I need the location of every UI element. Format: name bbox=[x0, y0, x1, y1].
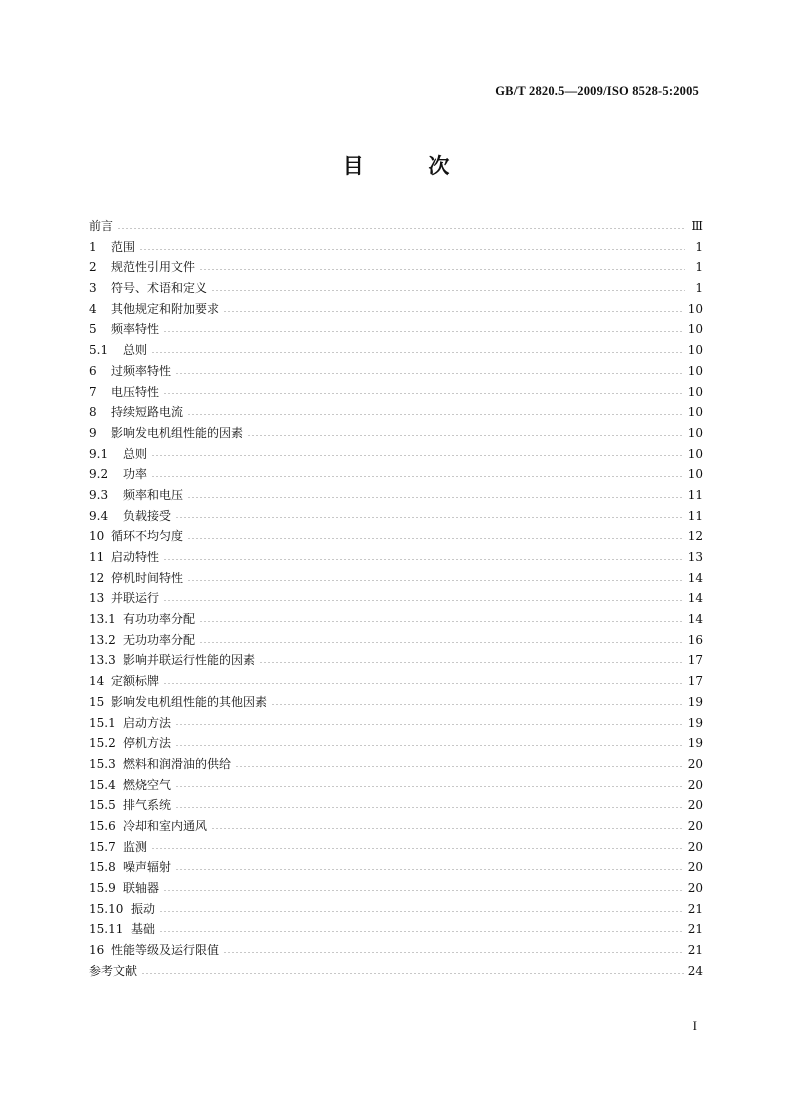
toc-entry-page: 10 bbox=[687, 322, 703, 337]
toc-entry-label: 性能等级及运行限值 bbox=[111, 943, 220, 958]
toc-entry-number: 15 bbox=[89, 694, 105, 709]
toc-entry-label: 频率特性 bbox=[111, 322, 160, 337]
toc-entry[interactable] bbox=[89, 382, 703, 403]
toc-entry-label: 燃烧空气 bbox=[123, 777, 172, 792]
toc-entry[interactable] bbox=[89, 299, 703, 320]
toc-entry-page: 1 bbox=[695, 239, 703, 254]
toc-entry[interactable] bbox=[89, 713, 703, 734]
dot-leader bbox=[187, 580, 684, 581]
toc-entry[interactable] bbox=[89, 795, 703, 816]
toc-entry-page: Ⅲ bbox=[691, 219, 703, 233]
toc-entry[interactable] bbox=[89, 506, 703, 527]
dot-leader bbox=[259, 662, 684, 663]
toc-entry-page: 10 bbox=[687, 446, 703, 461]
toc-entry-number: 2 bbox=[89, 260, 97, 275]
toc-entry-page: 10 bbox=[687, 467, 703, 482]
toc-entry-page: 14 bbox=[687, 591, 703, 606]
dot-leader bbox=[223, 311, 684, 312]
dot-leader bbox=[163, 331, 684, 332]
toc-entry-number: 13.3 bbox=[89, 653, 116, 668]
dot-leader bbox=[151, 476, 684, 477]
toc-entry-page: 10 bbox=[687, 425, 703, 440]
toc-entry-number: 15.7 bbox=[89, 839, 116, 854]
toc-entry-number: 3 bbox=[89, 281, 97, 296]
dot-leader bbox=[187, 497, 684, 498]
toc-entry-page: 14 bbox=[687, 612, 703, 627]
toc-entry-number: 15.1 bbox=[89, 715, 116, 730]
toc-entry-page: 1 bbox=[695, 281, 703, 296]
toc-entry[interactable] bbox=[89, 547, 703, 568]
toc-entry-number: 16 bbox=[89, 943, 105, 958]
toc-entry-page: 17 bbox=[687, 653, 703, 668]
toc-entry-label: 总则 bbox=[123, 446, 148, 461]
toc-entry[interactable] bbox=[89, 278, 703, 299]
dot-leader bbox=[271, 704, 684, 705]
toc-entry-label: 循环不均匀度 bbox=[111, 529, 184, 544]
toc-entry-page: 10 bbox=[687, 384, 703, 399]
toc-entry[interactable] bbox=[89, 671, 703, 692]
toc-entry-number: 14 bbox=[89, 674, 105, 689]
toc-entry-label: 影响发电机组性能的其他因素 bbox=[111, 694, 268, 709]
toc-entry[interactable] bbox=[89, 444, 703, 465]
toc-entry-page: 21 bbox=[687, 901, 703, 916]
toc-entry-label: 冷却和室内通风 bbox=[123, 818, 208, 833]
dot-leader bbox=[159, 911, 684, 912]
toc-entry-page: 19 bbox=[687, 694, 703, 709]
toc-entry-number: 15.4 bbox=[89, 777, 116, 792]
toc-entry[interactable] bbox=[89, 775, 703, 796]
toc-entry-label: 无功功率分配 bbox=[123, 632, 196, 647]
toc-entry-label: 停机方法 bbox=[123, 736, 172, 751]
toc-entry-page: 19 bbox=[687, 715, 703, 730]
toc-entry-number: 15.2 bbox=[89, 736, 116, 751]
toc-entry-page: 21 bbox=[687, 943, 703, 958]
toc-entry[interactable] bbox=[89, 402, 703, 423]
toc-entry[interactable] bbox=[89, 237, 703, 258]
toc-entry-number: 13.1 bbox=[89, 612, 116, 627]
toc-entry[interactable] bbox=[89, 650, 703, 671]
toc-entry-number: 13.2 bbox=[89, 632, 116, 647]
toc-entry-number: 8 bbox=[89, 405, 97, 420]
toc-entry-label: 参考文献 bbox=[89, 963, 138, 978]
toc-entry-page: 20 bbox=[687, 881, 703, 895]
toc-entry-label: 前言 bbox=[89, 219, 114, 233]
toc-entry-number: 9.4 bbox=[89, 508, 109, 523]
toc-entry-label: 停机时间特性 bbox=[111, 570, 184, 585]
toc-entry-label: 有功功率分配 bbox=[123, 612, 196, 627]
dot-leader bbox=[211, 828, 684, 829]
dot-leader bbox=[163, 600, 684, 601]
dot-leader bbox=[151, 848, 684, 849]
toc-entry-label: 振动 bbox=[131, 901, 156, 916]
toc-entry[interactable] bbox=[89, 361, 703, 382]
dot-leader bbox=[141, 973, 684, 974]
dot-leader bbox=[211, 290, 685, 291]
dot-leader bbox=[175, 786, 684, 787]
toc-entry-label: 监测 bbox=[123, 839, 148, 854]
toc-entry-label: 基础 bbox=[131, 922, 156, 937]
dot-leader bbox=[151, 352, 684, 353]
toc-entry-label: 总则 bbox=[123, 343, 148, 358]
toc-entry-page: 10 bbox=[687, 301, 703, 316]
toc-entry-label: 燃料和润滑油的供给 bbox=[123, 756, 232, 771]
title-char-1: 目 bbox=[342, 154, 364, 178]
toc-entry[interactable] bbox=[89, 816, 703, 837]
dot-leader bbox=[175, 745, 684, 746]
toc-entry[interactable] bbox=[89, 919, 703, 940]
dot-leader bbox=[163, 683, 684, 684]
dot-leader bbox=[247, 435, 684, 436]
toc-entry-label: 影响并联运行性能的因素 bbox=[123, 653, 256, 668]
toc-entry-page: 20 bbox=[687, 860, 703, 875]
toc-entry[interactable] bbox=[89, 216, 703, 237]
toc-entry-page: 24 bbox=[687, 963, 703, 978]
toc-entry-number: 15.6 bbox=[89, 818, 116, 833]
page-title bbox=[0, 150, 792, 180]
table-of-contents bbox=[89, 216, 703, 981]
dot-leader bbox=[139, 249, 685, 250]
toc-entry-number: 12 bbox=[89, 570, 105, 585]
toc-entry[interactable] bbox=[89, 754, 703, 775]
toc-entry-page: 20 bbox=[687, 756, 703, 771]
toc-entry[interactable] bbox=[89, 588, 703, 609]
toc-entry-number: 15.11 bbox=[89, 922, 124, 937]
toc-entry-page: 11 bbox=[687, 487, 703, 502]
toc-entry[interactable] bbox=[89, 857, 703, 878]
toc-entry-label: 电压特性 bbox=[111, 384, 160, 399]
toc-entry-label: 定额标牌 bbox=[111, 674, 160, 689]
dot-leader bbox=[159, 931, 684, 932]
toc-entry-page: 20 bbox=[687, 798, 703, 813]
toc-entry-label: 并联运行 bbox=[111, 591, 160, 606]
dot-leader bbox=[175, 807, 684, 808]
toc-entry-number: 9.1 bbox=[89, 446, 109, 461]
toc-entry-page: 20 bbox=[687, 818, 703, 833]
toc-entry[interactable] bbox=[89, 837, 703, 858]
toc-entry-label: 排气系统 bbox=[123, 798, 172, 813]
toc-entry-number: 15.5 bbox=[89, 798, 116, 813]
toc-entry[interactable] bbox=[89, 899, 703, 920]
toc-entry-page: 14 bbox=[687, 570, 703, 585]
dot-leader bbox=[175, 373, 684, 374]
dot-leader bbox=[163, 393, 684, 394]
toc-entry-label: 启动方法 bbox=[123, 715, 172, 730]
toc-entry-number: 5.1 bbox=[89, 343, 109, 358]
toc-entry-page: 11 bbox=[687, 508, 703, 523]
toc-entry[interactable] bbox=[89, 485, 703, 506]
toc-entry-number: 4 bbox=[89, 301, 97, 316]
page-number: I bbox=[692, 1018, 697, 1033]
toc-entry-number: 11 bbox=[89, 550, 105, 564]
toc-entry[interactable] bbox=[89, 609, 703, 630]
toc-entry-number: 15.3 bbox=[89, 756, 116, 771]
toc-entry-page: 20 bbox=[687, 839, 703, 854]
toc-entry[interactable] bbox=[89, 961, 703, 982]
toc-entry[interactable] bbox=[89, 257, 703, 278]
dot-leader bbox=[199, 621, 684, 622]
toc-entry-number: 6 bbox=[89, 363, 97, 378]
toc-entry-label: 启动特性 bbox=[111, 550, 160, 564]
toc-entry-page: 19 bbox=[687, 736, 703, 751]
toc-entry-page: 17 bbox=[687, 674, 703, 689]
dot-leader bbox=[151, 455, 684, 456]
dot-leader bbox=[175, 869, 684, 870]
toc-entry-number: 15.8 bbox=[89, 860, 116, 875]
dot-leader bbox=[187, 538, 684, 539]
toc-entry[interactable] bbox=[89, 630, 703, 651]
toc-entry-number: 7 bbox=[89, 384, 97, 399]
toc-entry-page: 21 bbox=[687, 922, 703, 937]
toc-entry[interactable] bbox=[89, 319, 703, 340]
toc-entry-label: 规范性引用文件 bbox=[111, 260, 196, 275]
dot-leader bbox=[117, 228, 685, 229]
toc-entry-number: 1 bbox=[89, 239, 97, 254]
toc-entry-label: 功率 bbox=[123, 467, 148, 482]
title-char-2: 次 bbox=[428, 154, 450, 178]
toc-entry-number: 15.10 bbox=[89, 901, 124, 916]
dot-leader bbox=[235, 766, 684, 767]
toc-entry-number: 10 bbox=[89, 529, 105, 544]
dot-leader bbox=[175, 724, 684, 725]
dot-leader bbox=[187, 414, 684, 415]
toc-entry-page: 16 bbox=[687, 632, 703, 647]
toc-entry-number: 13 bbox=[89, 591, 105, 606]
toc-entry-number: 9.3 bbox=[89, 487, 109, 502]
dot-leader bbox=[199, 269, 685, 270]
toc-entry[interactable] bbox=[89, 340, 703, 361]
toc-entry[interactable] bbox=[89, 464, 703, 485]
toc-entry-number: 9 bbox=[89, 425, 97, 440]
toc-entry-label: 影响发电机组性能的因素 bbox=[111, 425, 244, 440]
toc-entry-page: 1 bbox=[695, 260, 703, 275]
toc-entry[interactable] bbox=[89, 733, 703, 754]
toc-entry[interactable] bbox=[89, 692, 703, 713]
dot-leader bbox=[223, 952, 684, 953]
toc-entry-label: 负载接受 bbox=[123, 508, 172, 523]
toc-entry[interactable] bbox=[89, 940, 703, 961]
dot-leader bbox=[199, 642, 684, 643]
toc-entry-page: 13 bbox=[687, 550, 703, 564]
toc-entry-label: 频率和电压 bbox=[123, 487, 184, 502]
toc-entry-label: 范围 bbox=[111, 239, 136, 254]
toc-entry[interactable] bbox=[89, 423, 703, 444]
toc-entry-number: 5 bbox=[89, 322, 97, 337]
toc-entry-page: 10 bbox=[687, 405, 703, 420]
toc-entry-page: 20 bbox=[687, 777, 703, 792]
standard-code-header: GB/T 2820.5—2009/ISO 8528-5:2005 bbox=[495, 84, 699, 98]
toc-entry-label: 其他规定和附加要求 bbox=[111, 301, 220, 316]
toc-entry-number: 9.2 bbox=[89, 467, 109, 482]
dot-leader bbox=[175, 517, 684, 518]
toc-entry-label: 持续短路电流 bbox=[111, 405, 184, 420]
toc-entry[interactable] bbox=[89, 568, 703, 589]
toc-entry-label: 噪声辐射 bbox=[123, 860, 172, 875]
toc-entry[interactable] bbox=[89, 878, 703, 899]
toc-entry-page: 10 bbox=[687, 343, 703, 358]
dot-leader bbox=[163, 890, 684, 891]
toc-entry-number: 15.9 bbox=[89, 881, 116, 895]
toc-entry-page: 12 bbox=[687, 529, 703, 544]
toc-entry-label: 联轴器 bbox=[123, 881, 160, 895]
toc-entry-label: 符号、术语和定义 bbox=[111, 281, 208, 296]
toc-entry[interactable] bbox=[89, 526, 703, 547]
toc-entry-label: 过频率特性 bbox=[111, 363, 172, 378]
dot-leader bbox=[163, 559, 684, 560]
toc-entry-page: 10 bbox=[687, 363, 703, 378]
